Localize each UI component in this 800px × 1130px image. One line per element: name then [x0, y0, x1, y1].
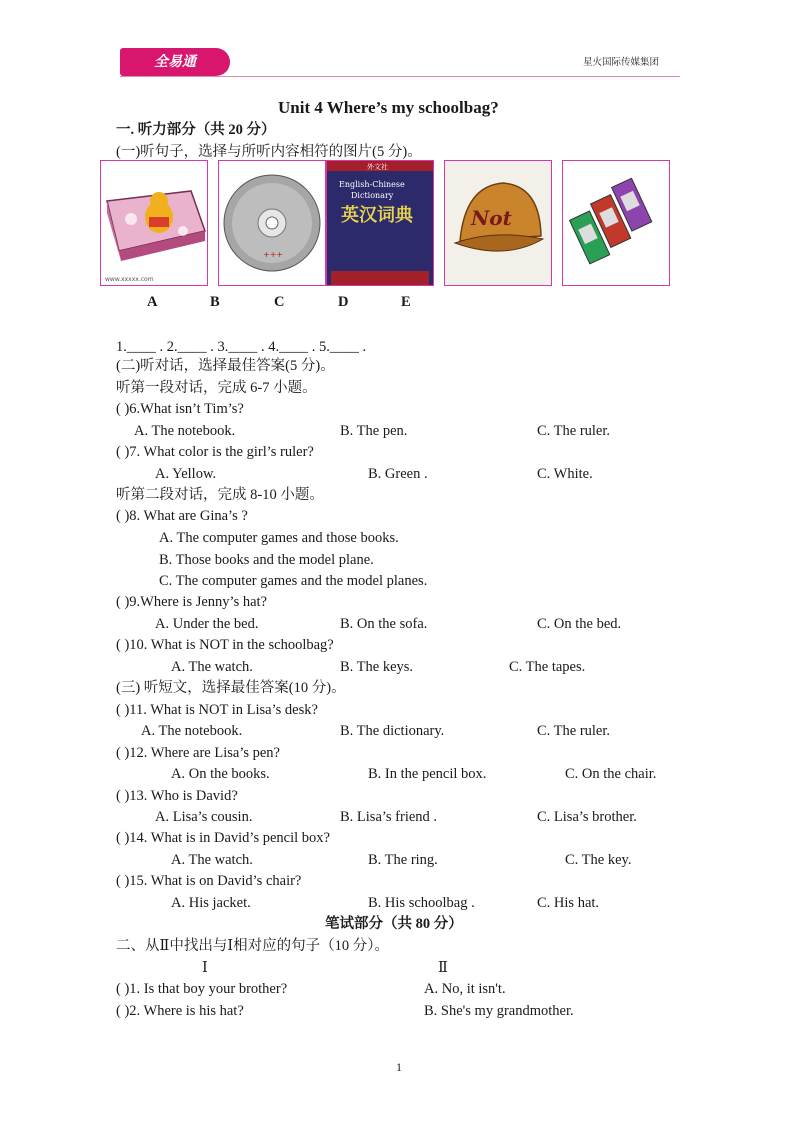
svg-text:Not: Not: [471, 206, 512, 230]
q6-option-c: C. The ruler.: [537, 423, 611, 439]
q14-question: ( )14. What is in David’s pencil box?: [116, 830, 330, 846]
q12-option-c: C. On the chair.: [565, 766, 657, 782]
sec1-instruction: (一)听句子，选择与所听内容相符的图片(5 分)。: [116, 144, 422, 160]
picture-a-label: A: [147, 294, 158, 310]
q10-question: ( )10. What is NOT in the schoolbag?: [116, 637, 334, 653]
q8-question: ( )8. What are Gina’s ?: [116, 508, 248, 524]
hat-icon: [445, 161, 551, 285]
svg-text:English-Chinese: English-Chinese: [339, 180, 405, 189]
q7-option-a: A. Yellow.: [155, 466, 217, 482]
brand-logo: 全易通: [120, 48, 230, 76]
picture-e-label: E: [401, 294, 411, 310]
match-row-1-right: A. No, it isn't.: [424, 981, 506, 997]
dictionary-icon: [327, 161, 433, 285]
q6-question: ( )6.What isn’t Tim’s?: [116, 401, 244, 417]
dialog2-intro: 听第二段对话，完成 8-10 小题。: [116, 487, 324, 503]
part1-heading: 一. 听力部分（共 20 分）: [116, 122, 276, 138]
q13-option-a: A. Lisa’s cousin.: [155, 809, 253, 825]
q7-option-c: C. White.: [537, 466, 593, 482]
sec3-instruction: (三) 听短文，选择最佳答案(10 分)。: [116, 680, 346, 696]
svg-text:英汉词典: 英汉词典: [341, 205, 413, 226]
q8-option-b: B. Those books and the model plane.: [159, 552, 374, 568]
q14-option-c: C. The key.: [565, 852, 632, 868]
q13-option-c: C. Lisa’s brother.: [537, 809, 637, 825]
q10-option-a: A. The watch.: [171, 659, 253, 675]
q9-option-b: B. On the sofa.: [340, 616, 428, 632]
q15-option-c: C. His hat.: [537, 895, 600, 911]
cd-icon: [219, 161, 325, 285]
sec2-instruction: (二)听对话，选择最佳答案(5 分)。: [116, 358, 335, 374]
q13-question: ( )13. Who is David?: [116, 788, 238, 804]
picture-b: [218, 160, 326, 286]
q11-option-b: B. The dictionary.: [340, 723, 445, 739]
page-number: 1: [396, 1060, 402, 1074]
q12-question: ( )12. Where are Lisa’s pen?: [116, 745, 280, 761]
q15-option-a: A. His jacket.: [171, 895, 251, 911]
q6-option-a: A. The notebook.: [134, 423, 236, 439]
match-row-2-left: ( )2. Where is his hat?: [116, 1003, 244, 1019]
q8-option-c: C. The computer games and the model planes.: [159, 573, 428, 589]
match-row-2-right: B. She's my grandmother.: [424, 1003, 574, 1019]
q12-option-a: A. On the books.: [171, 766, 270, 782]
picture-b-label: B: [210, 294, 220, 310]
svg-text:www.xxxxx.com: www.xxxxx.com: [105, 276, 154, 283]
picture-e: [562, 160, 670, 286]
header-divider: [120, 76, 680, 77]
column-1-header: Ⅰ: [202, 960, 208, 976]
svg-text:+++: +++: [263, 250, 284, 259]
q9-question: ( )9.Where is Jenny’s hat?: [116, 594, 267, 610]
q11-option-a: A. The notebook.: [141, 723, 243, 739]
picture-c: [326, 160, 434, 286]
q12-option-b: B. In the pencil box.: [368, 766, 487, 782]
q11-question: ( )11. What is NOT in Lisa’s desk?: [116, 702, 318, 718]
q15-option-b: B. His schoolbag .: [368, 895, 475, 911]
q7-option-b: B. Green .: [368, 466, 428, 482]
publisher-name: 星火国际传媒集团: [583, 57, 660, 68]
sec1-answer-line: 1.____ . 2.____ . 3.____ . 4.____ . 5.____ .: [116, 339, 367, 355]
picture-d-label: D: [338, 294, 349, 310]
part2-heading: 笔试部分（共 80 分）: [325, 916, 463, 932]
q15-question: ( )15. What is on David’s chair?: [116, 873, 302, 889]
tapes-icon: [563, 161, 669, 285]
svg-text:外文社: 外文社: [367, 163, 388, 171]
q13-option-b: B. Lisa’s friend .: [340, 809, 438, 825]
q7-question: ( )7. What color is the girl’s ruler?: [116, 444, 314, 460]
q10-option-b: B. The keys.: [340, 659, 414, 675]
picture-a: [100, 160, 208, 286]
q10-option-c: C. The tapes.: [509, 659, 586, 675]
q9-option-c: C. On the bed.: [537, 616, 622, 632]
page-title: Unit 4 Where’s my schoolbag?: [278, 98, 499, 117]
match-row-1-left: ( )1. Is that boy your brother?: [116, 981, 288, 997]
q8-option-a: A. The computer games and those books.: [159, 530, 399, 546]
picture-d: [444, 160, 552, 286]
q14-option-b: B. The ring.: [368, 852, 438, 868]
column-2-header: Ⅱ: [438, 960, 448, 976]
svg-text:Dictionary: Dictionary: [351, 191, 394, 200]
q9-option-a: A. Under the bed.: [155, 616, 259, 632]
picture-c-label: C: [274, 294, 285, 310]
dialog1-intro: 听第一段对话，完成 6-7 小题。: [116, 380, 317, 396]
q11-option-c: C. The ruler.: [537, 723, 611, 739]
q14-option-a: A. The watch.: [171, 852, 253, 868]
part2-instruction: 二、从Ⅱ中找出与Ⅰ相对应的句子（10 分）。: [116, 938, 389, 954]
pencil-box-icon: [101, 161, 207, 285]
q6-option-b: B. The pen.: [340, 423, 408, 439]
